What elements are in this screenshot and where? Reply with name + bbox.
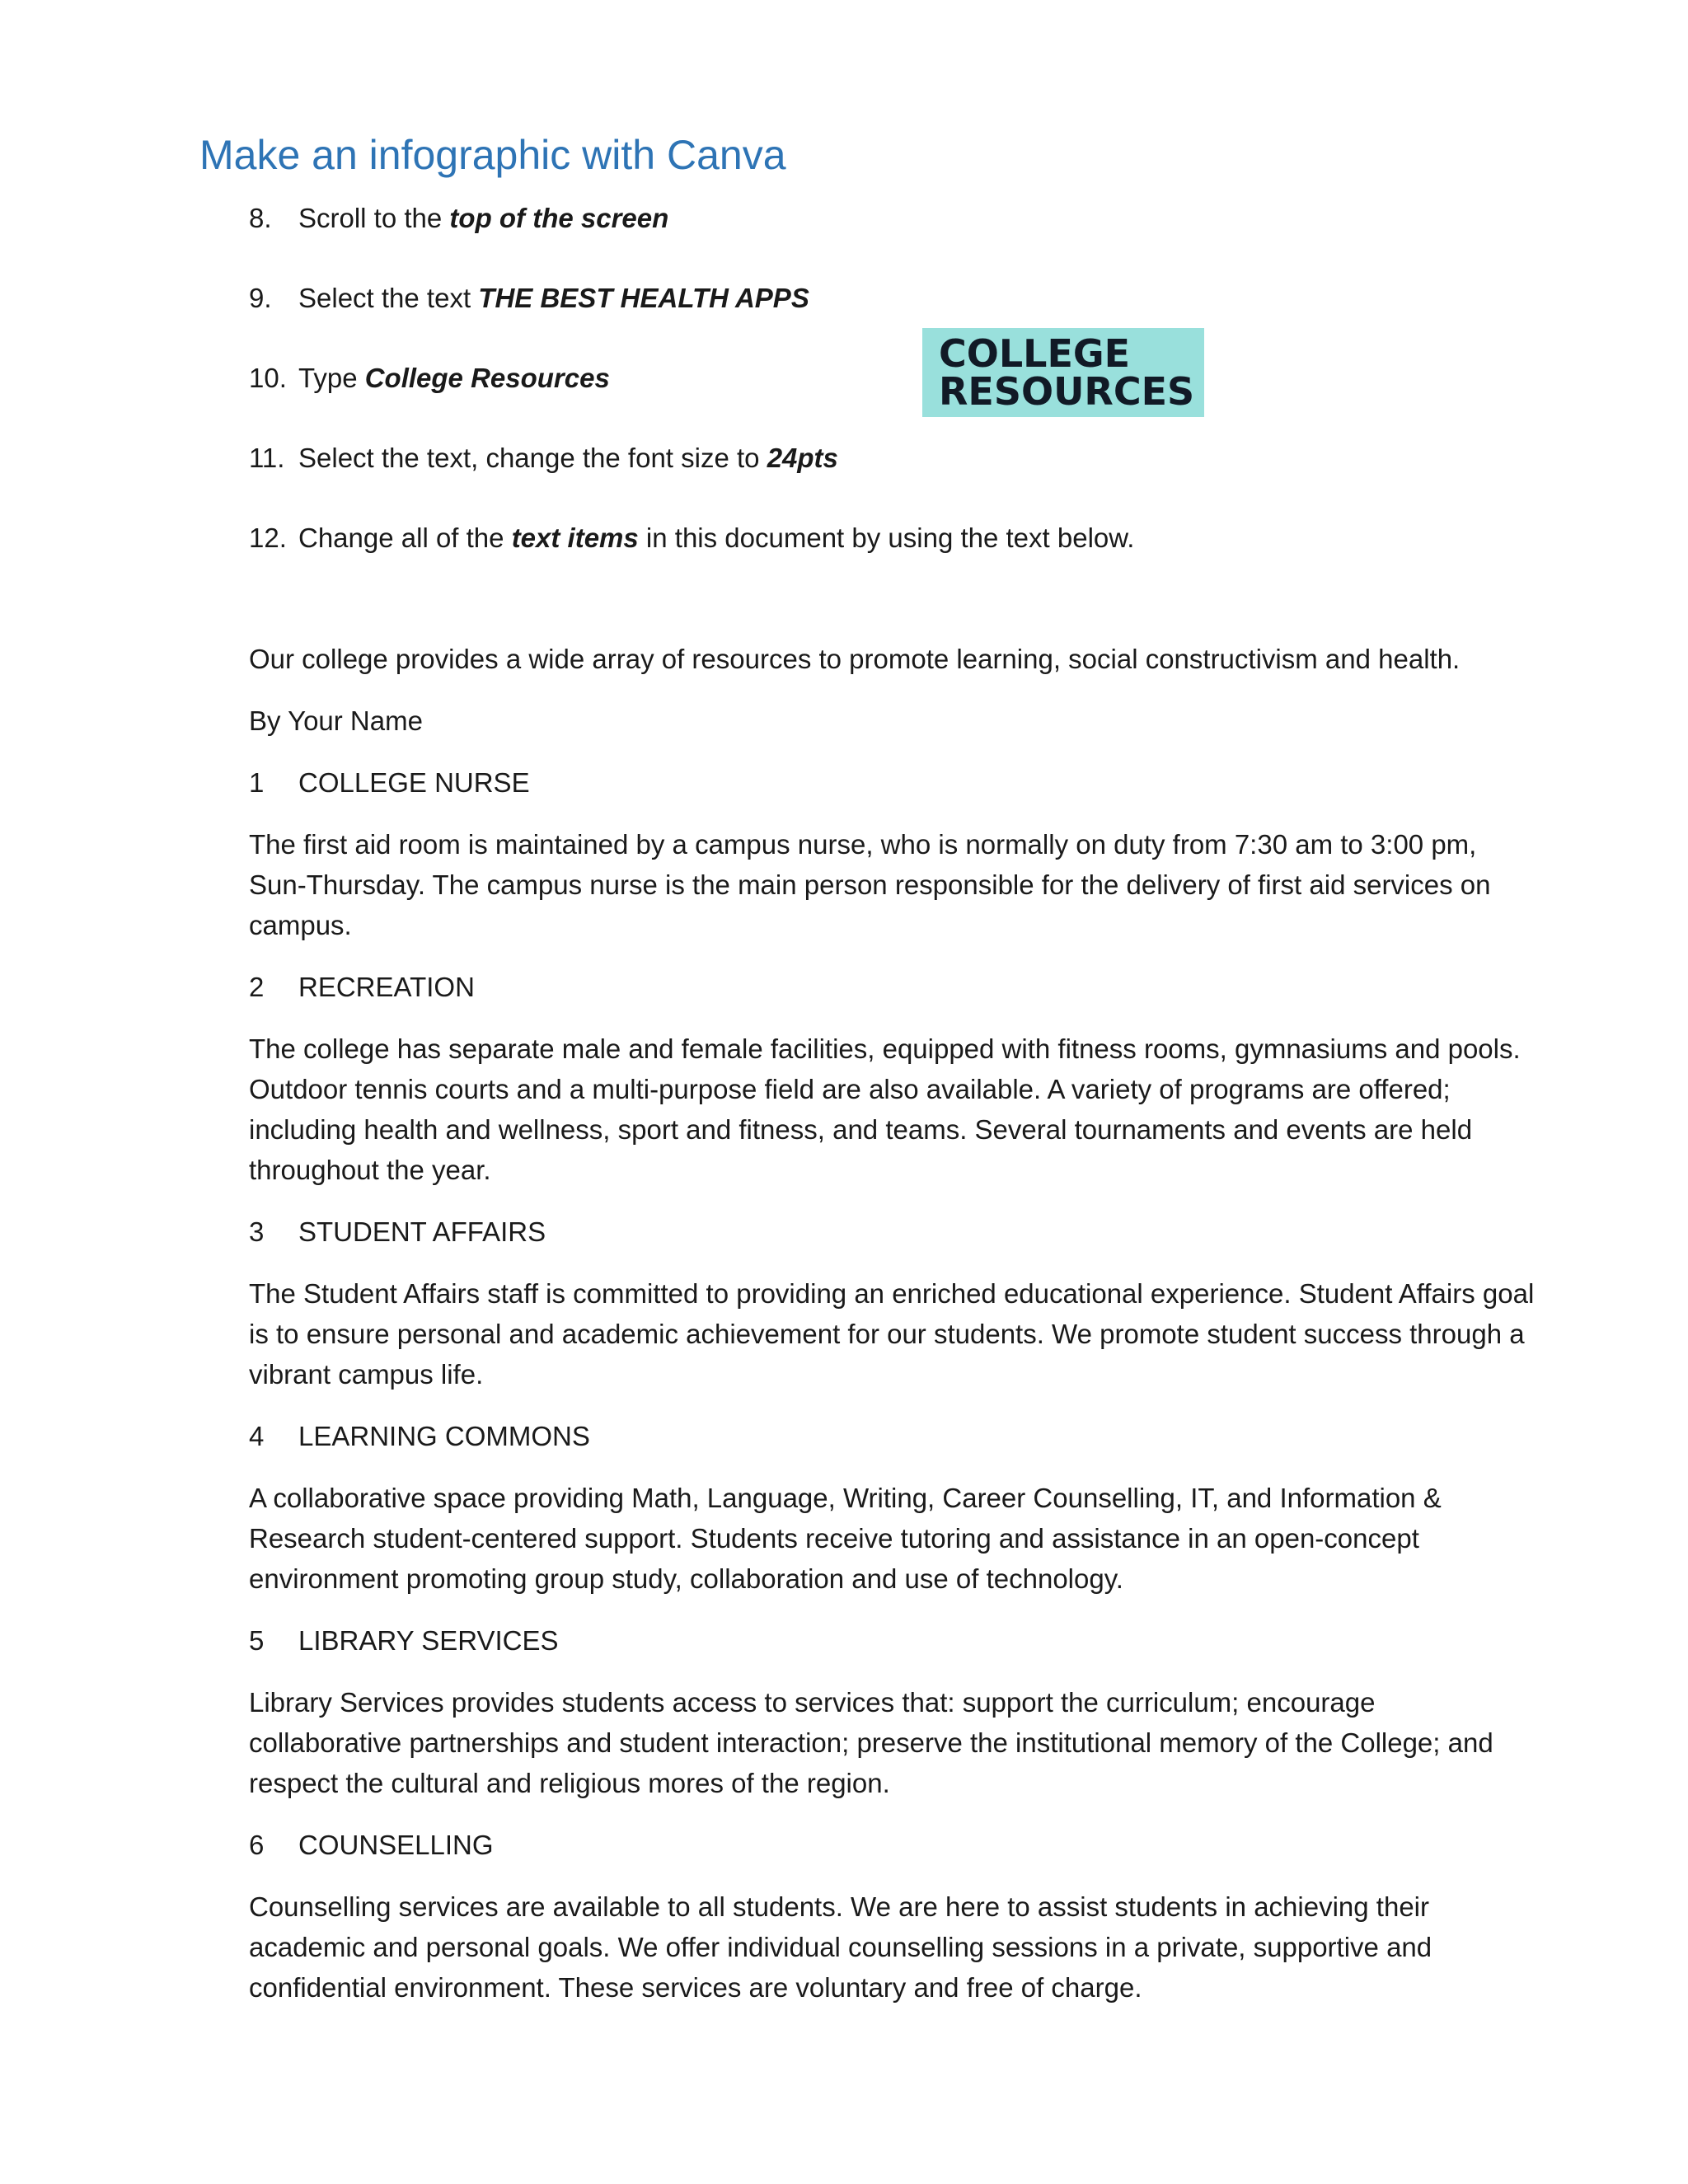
section-heading bbox=[249, 1620, 1535, 1661]
step-emphasis: THE BEST HEALTH APPS bbox=[478, 283, 809, 313]
step-text-after: in this document by using the text below. bbox=[638, 523, 1135, 553]
intro-paragraph: Our college provides a wide array of resources to promote learning, social constructivism and health. bbox=[249, 644, 1461, 674]
step-text: Scroll to the bbox=[298, 203, 450, 233]
section-number: 5 bbox=[249, 1625, 265, 1656]
section-heading bbox=[249, 762, 1535, 803]
step-emphasis: College Resources bbox=[364, 363, 610, 393]
section-body: The Student Affairs staff is committed to providing an enriched educational experience. Student Affairs goal is to ensure personal and academic achievement for our students. We promote student success through a vibrant campus life. bbox=[249, 1278, 1535, 1390]
section-body: The college has separate male and female facilities, equipped with fitness rooms, gymnasiums and pools. Outdoor tennis courts and a multi-purpose field are also available. A variety of programs are offered; including health and wellness, sport and fitness, and teams. Several tournaments and events are held throughout the year. bbox=[249, 1033, 1521, 1185]
section-number: 6 bbox=[249, 1830, 265, 1860]
step-emphasis: 24pts bbox=[767, 443, 838, 473]
step-text: Select the text, change the font size to bbox=[298, 443, 767, 473]
section-heading bbox=[249, 1825, 1535, 1865]
step-number: 10. bbox=[249, 363, 287, 393]
step-item bbox=[249, 198, 1485, 278]
section-title: LEARNING COMMONS bbox=[298, 1421, 590, 1451]
section-number: 4 bbox=[249, 1421, 265, 1451]
step-text: Type bbox=[298, 363, 365, 393]
section-title: RECREATION bbox=[298, 972, 475, 1002]
college-resources-logo bbox=[922, 328, 1204, 417]
section-body: A collaborative space providing Math, Language, Writing, Career Counselling, IT, and Information & Research student-centered support. Students receive tutoring and assistance in an open-concept environment promoting group study, collaboration and use of technology. bbox=[249, 1483, 1442, 1594]
step-text: Select the text bbox=[298, 283, 479, 313]
byline: By Your Name bbox=[249, 705, 423, 736]
section-title: COUNSELLING bbox=[298, 1830, 494, 1860]
step-emphasis: text items bbox=[511, 523, 639, 553]
step-emphasis: top of the screen bbox=[449, 203, 669, 233]
section-body: Library Services provides students access to services that: support the curriculum; encourage collaborative partnerships and student interaction; preserve the institutional memory of the College; and respect the cultural and religious mores of the region. bbox=[249, 1687, 1493, 1798]
logo-line-2: RESOURCES bbox=[939, 369, 1195, 414]
section-heading bbox=[249, 1416, 1535, 1456]
steps-list bbox=[249, 198, 1485, 598]
step-number: 12. bbox=[249, 523, 287, 553]
logo-line-1: COLLEGE bbox=[939, 331, 1131, 376]
section-title: COLLEGE NURSE bbox=[298, 767, 530, 798]
section-number: 2 bbox=[249, 972, 265, 1002]
step-item bbox=[249, 358, 1485, 438]
page-title: Make an infographic with Canva bbox=[199, 132, 786, 178]
step-item bbox=[249, 278, 1485, 358]
section-title: STUDENT AFFAIRS bbox=[298, 1216, 546, 1247]
step-text: Change all of the bbox=[298, 523, 512, 553]
document-body bbox=[249, 639, 1535, 2029]
section-number: 3 bbox=[249, 1216, 265, 1247]
step-number: 9. bbox=[249, 283, 272, 313]
step-number: 8. bbox=[249, 203, 272, 233]
section-title: LIBRARY SERVICES bbox=[298, 1625, 559, 1656]
step-number: 11. bbox=[249, 443, 285, 473]
step-item bbox=[249, 438, 1485, 518]
section-number: 1 bbox=[249, 767, 265, 798]
section-heading bbox=[249, 1212, 1535, 1252]
step-item bbox=[249, 518, 1485, 598]
section-body: Counselling services are available to all students. We are here to assist students in achieving their academic and personal goals. We offer individual counselling sessions in a private, supportive and confidential environment. These services are voluntary and free of charge. bbox=[249, 1891, 1432, 2003]
section-heading bbox=[249, 967, 1535, 1007]
section-body: The first aid room is maintained by a campus nurse, who is normally on duty from 7:30 am to 3:00 pm, Sun-Thursday. The campus nurse is the main person responsible for the delivery of first aid services on campus. bbox=[249, 829, 1491, 940]
